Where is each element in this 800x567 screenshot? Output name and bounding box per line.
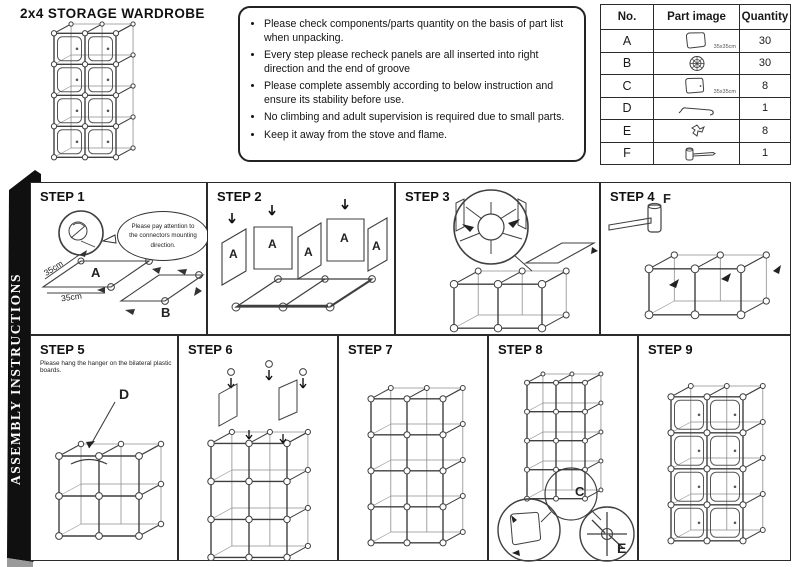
step-5-panel	[30, 335, 178, 561]
hanger-rod-icon	[654, 97, 740, 120]
step-1-panel	[30, 182, 207, 335]
step-3-label: STEP 3	[405, 189, 450, 204]
part-no: C	[601, 75, 654, 98]
parts-table-header	[601, 5, 791, 30]
part-qty: 8	[740, 75, 791, 98]
col-quantity: Quantity	[740, 5, 791, 30]
part-qty: 1	[740, 97, 791, 120]
part-size: 35x35cm	[713, 88, 736, 95]
step-5-pointer	[31, 336, 179, 562]
step-5-label: STEP 5	[40, 342, 85, 357]
step-7-panel	[338, 335, 488, 561]
step-1-label: STEP 1	[40, 189, 85, 204]
part-a-label: A	[340, 231, 349, 245]
part-size: 35x35cm	[713, 43, 736, 50]
mallet-icon	[654, 142, 740, 165]
wardrobe-overview-drawing	[48, 18, 139, 163]
part-qty: 1	[740, 142, 791, 165]
part-a-label: A	[229, 247, 238, 261]
step-8-panel	[488, 335, 638, 561]
part-f-label: F	[663, 191, 671, 206]
notice-item: • Please complete assembly according to below instruction and ensure its stability before use.	[264, 80, 574, 107]
notice-item: • Keep it away from the stove and flame.	[264, 129, 574, 143]
notice-item: • Every step please recheck panels are all inserted into right direction and the end of groove	[264, 49, 574, 76]
part-a-label: A	[91, 265, 101, 280]
step-4-mallet	[601, 183, 792, 336]
step-7-label: STEP 7	[348, 342, 393, 357]
step-1-callout: Please pay attention to the connectors mounting direction.	[117, 211, 209, 261]
finished-wardrobe-drawing	[665, 380, 769, 547]
step-3-panel	[395, 182, 600, 335]
part-no: B	[601, 52, 654, 75]
part-c-label: C	[575, 484, 585, 499]
page-title: 2x4 STORAGE WARDROBE	[20, 6, 205, 21]
part-e-label: E	[617, 540, 627, 556]
step-8-label: STEP 8	[498, 342, 543, 357]
part-qty: 30	[740, 30, 791, 53]
spine-title: ASSEMBLY INSTRUCTIONS	[8, 272, 23, 486]
part-a-label: A	[268, 237, 277, 251]
dimension-label: 35cm	[41, 258, 65, 278]
part-a-label: A	[372, 239, 381, 253]
step-9-label: STEP 9	[648, 342, 693, 357]
dimension-label: 35cm	[60, 290, 83, 304]
table-row	[601, 52, 791, 75]
notice-item: • Please check components/parts quantity on the basis of part list when unpacking.	[264, 18, 574, 45]
part-qty: 8	[740, 120, 791, 143]
round-connector-icon	[654, 52, 740, 75]
table-row	[601, 30, 791, 53]
part-d-label: D	[119, 386, 130, 402]
notice-box	[238, 6, 586, 162]
step-5-note: Please hang the hanger on the bilateral plastic boards.	[40, 360, 172, 374]
step-3-magnifier	[396, 183, 601, 336]
part-qty: 30	[740, 52, 791, 75]
part-b-label: B	[161, 305, 171, 320]
step-2-label: STEP 2	[217, 189, 262, 204]
step-6-label: STEP 6	[188, 342, 233, 357]
part-a-label: A	[304, 245, 313, 259]
step-4-label: STEP 4	[610, 189, 655, 204]
col-no: No.	[601, 5, 654, 30]
clip-icon	[654, 120, 740, 143]
step-4-panel	[600, 182, 791, 335]
step-8-details	[489, 336, 639, 562]
step-6-panel	[178, 335, 338, 561]
two-by-four-frame	[365, 382, 469, 549]
step-2-panel	[207, 182, 395, 335]
table-row	[601, 120, 791, 143]
table-row	[601, 75, 791, 98]
step-6-inserts	[179, 336, 339, 562]
step-9-panel	[638, 335, 791, 561]
table-row	[601, 142, 791, 165]
part-no: A	[601, 30, 654, 53]
notice-item: • No climbing and adult supervision is required due to small parts.	[264, 111, 574, 125]
table-row	[601, 97, 791, 120]
part-no: D	[601, 97, 654, 120]
part-no: F	[601, 142, 654, 165]
door-panel-icon	[654, 75, 740, 98]
parts-table	[600, 4, 791, 165]
col-part-image: Part image	[654, 5, 740, 30]
square-panel-icon	[654, 30, 740, 53]
part-no: E	[601, 120, 654, 143]
